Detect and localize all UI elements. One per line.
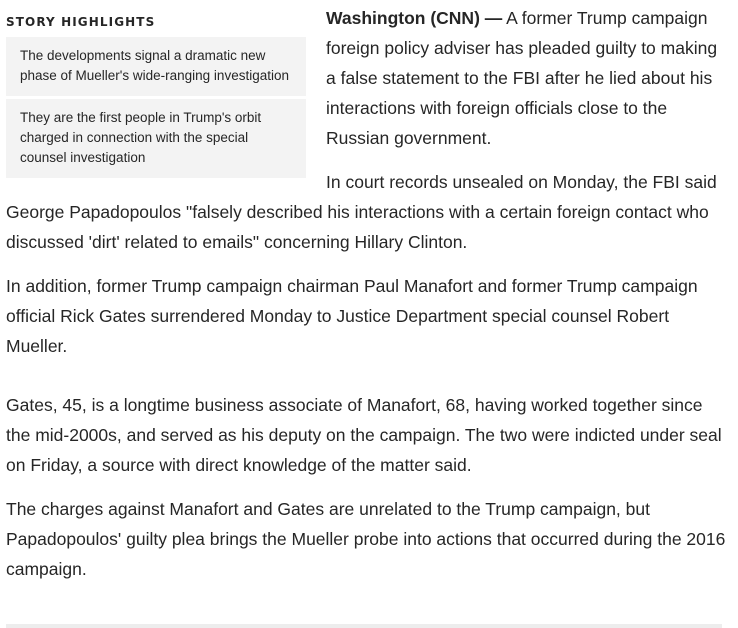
article-paragraph: The charges against Manafort and Gates are unrelated to the Trump campaign, but Papadopoulos' guilty plea brings the Mueller probe into actions that occurred during the 2016 campaign. (6, 499, 726, 579)
lead-text: A former Trump campaign foreign policy adviser has pleaded guilty to making a false statement to the FBI after he lied about his interactions with foreign officials close to the Russian government. (326, 8, 718, 148)
highlight-item: They are the first people in Trump's orbit charged in connection with the special counsel investigation (6, 99, 306, 178)
highlight-item: The developments signal a dramatic new phase of Mueller's wide-ranging investigation (6, 37, 306, 96)
bottom-divider (6, 624, 722, 628)
paragraph-spacer (6, 375, 728, 390)
article-body (6, 0, 728, 598)
article-paragraph: In addition, former Trump campaign chairman Paul Manafort and former Trump campaign official Rick Gates surrendered Monday to Justice Department special counsel Robert Mueller. (6, 276, 698, 356)
dateline: Washington (CNN) — (326, 8, 503, 28)
article-paragraph: In court records unsealed on Monday, the FBI said George Papadopoulos "falsely described his interactions with a certain foreign contact who discussed 'dirt' related to emails" concerning Hillary Clinton. (6, 172, 717, 252)
story-highlights-title: STORY HIGHLIGHTS (6, 15, 156, 29)
article-paragraph: Gates, 45, is a longtime business associate of Manafort, 68, having worked together since the mid-2000s, and served as his deputy on the campaign. The two were indicted under seal on Friday, a source with direct knowledge of the matter said. (6, 395, 722, 475)
story-highlights (6, 9, 306, 178)
